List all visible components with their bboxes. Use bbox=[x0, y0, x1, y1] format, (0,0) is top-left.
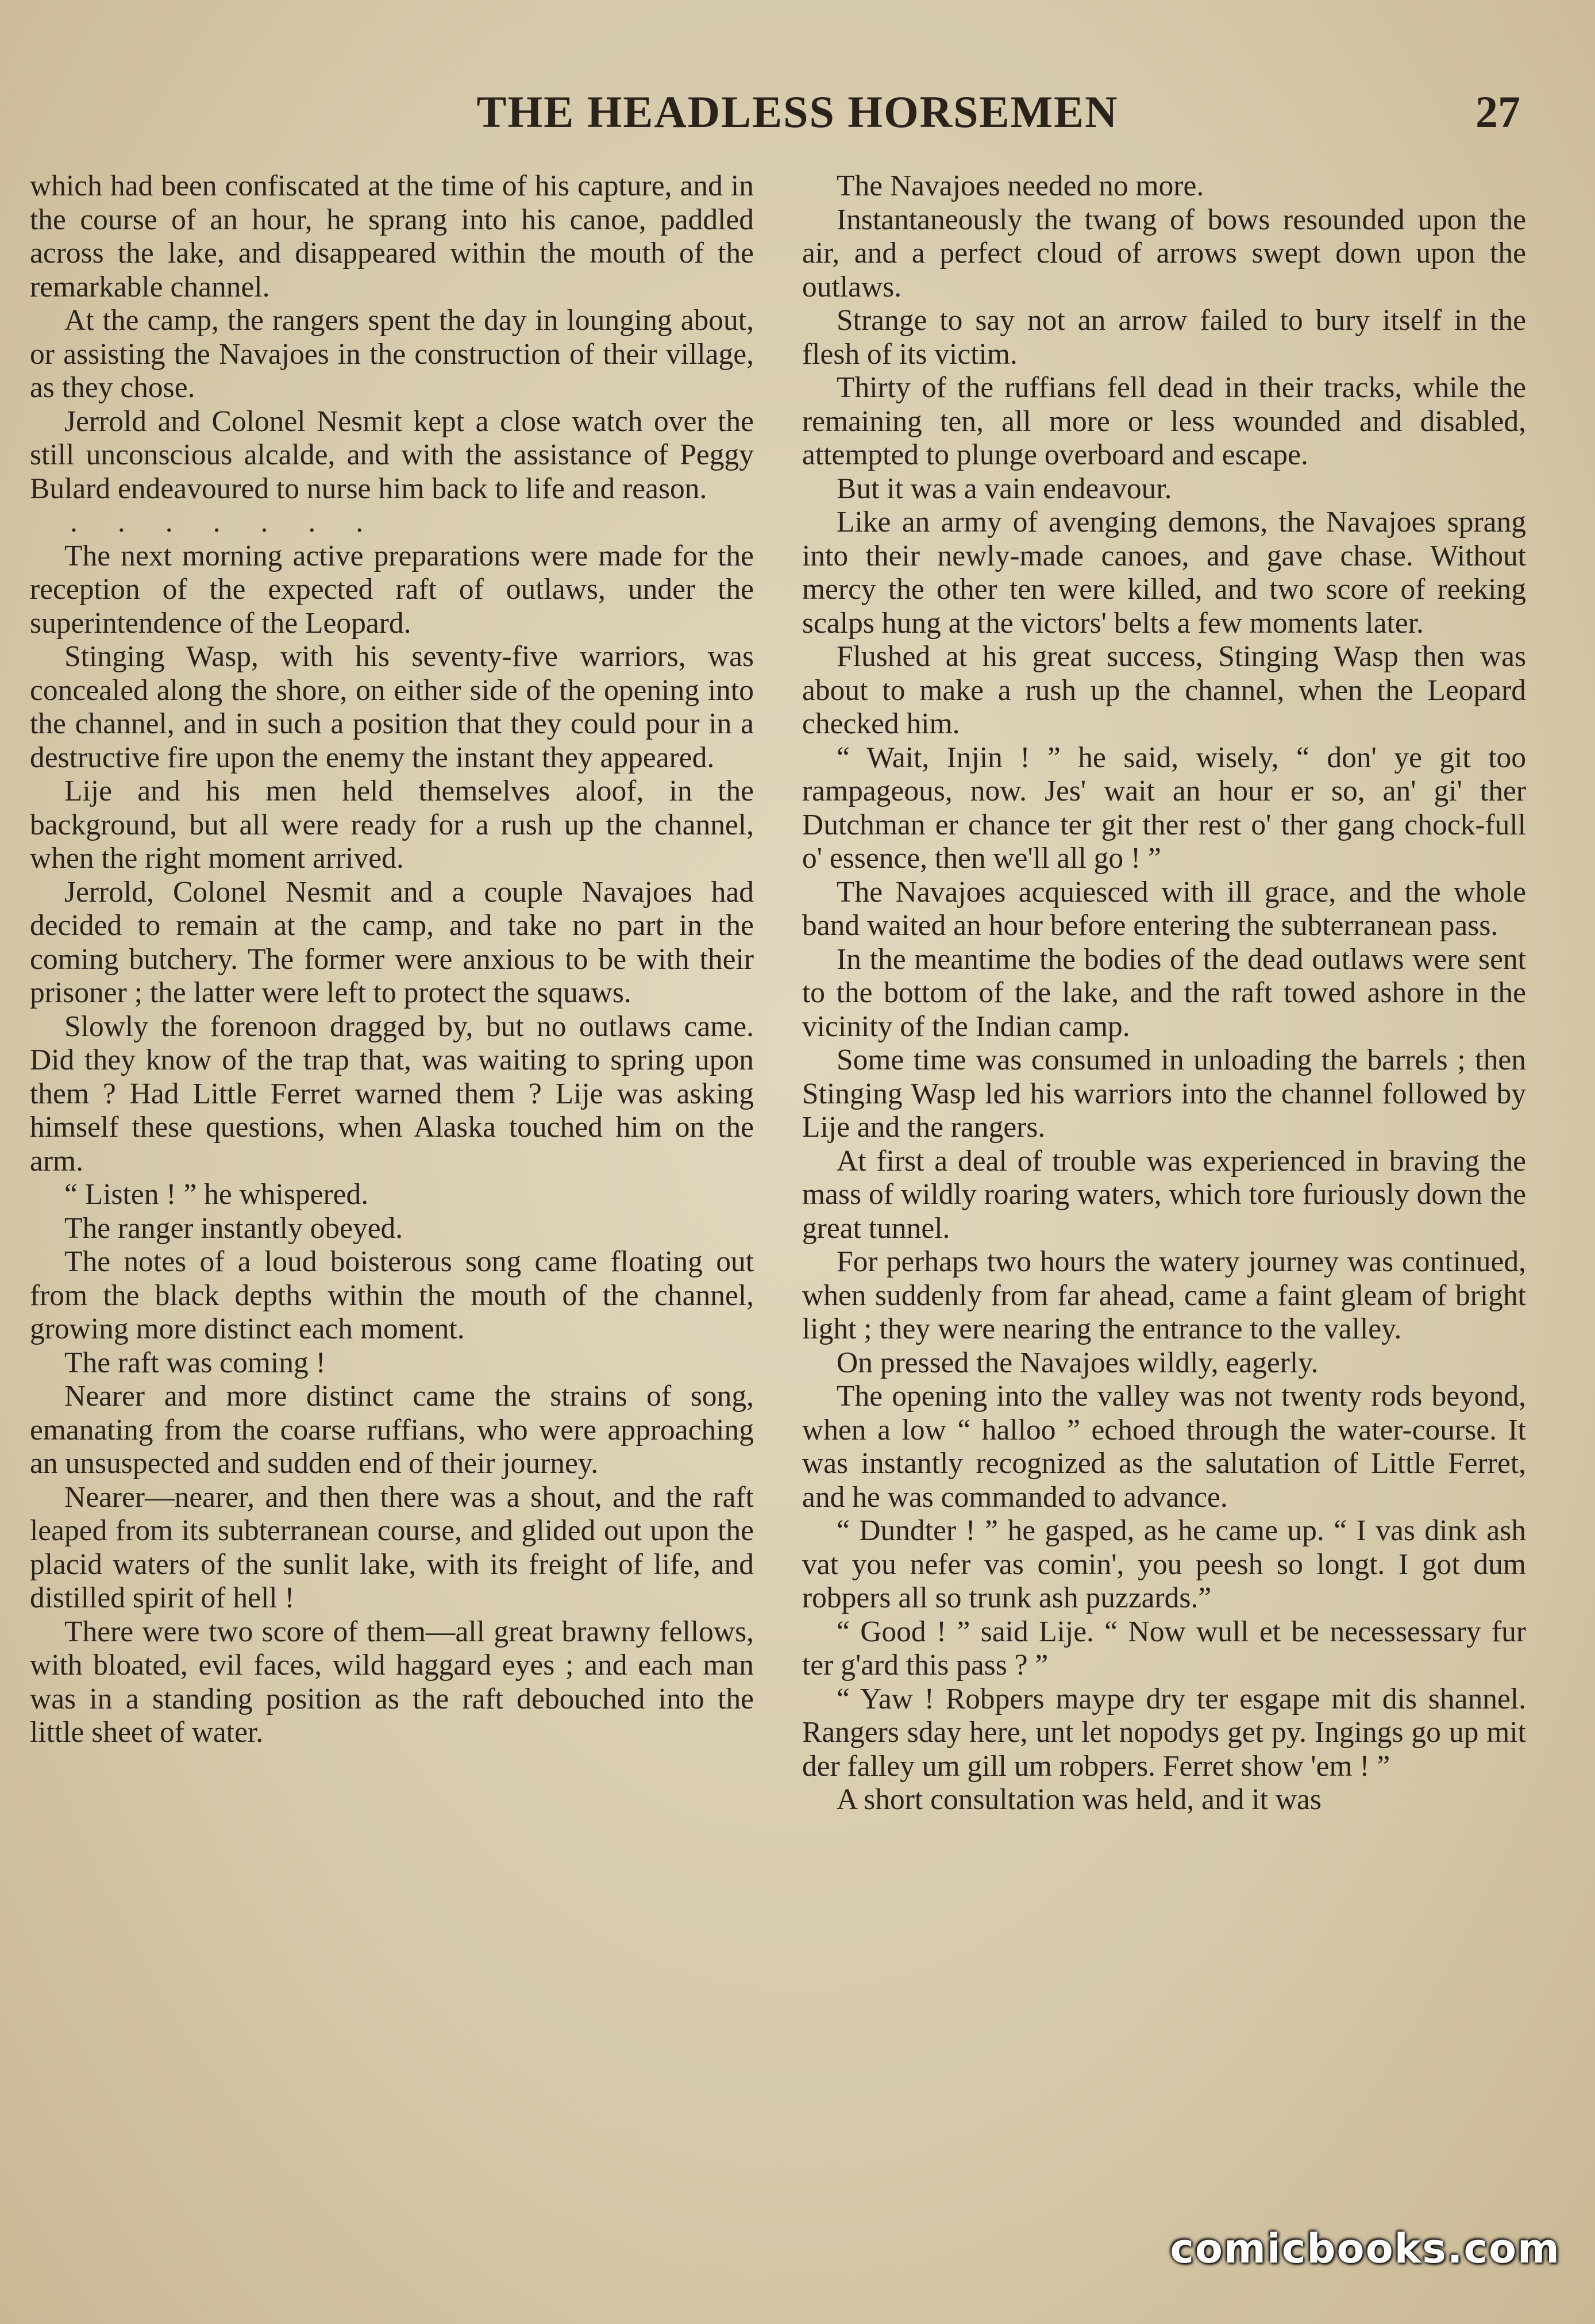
watermark: comicbooks.com bbox=[1170, 2225, 1561, 2272]
paragraph: On pressed the Navajoes wildly, eagerly. bbox=[837, 1346, 1319, 1379]
paragraph: Slowly the forenoon dragged by, but no outlaws came. Did they know of the trap that, was waiting to spring upon them ? Had Little Ferret warned them ? Lije was asking himself these questions, when Alaska touched him on the arm. bbox=[30, 1010, 754, 1178]
paragraph: At the camp, the rangers spent the day in lounging about, or assisting the Navajoes in the construction of their village, as they chose. bbox=[30, 304, 754, 404]
paragraph: Instantaneously the twang of bows resounded upon the air, and a perfect cloud of arrows swept down upon the outlaws. bbox=[802, 203, 1526, 303]
paragraph: Strange to say not an arrow failed to bury itself in the flesh of its victim. bbox=[802, 304, 1526, 371]
paragraph: The opening into the valley was not twenty rods beyond, when a low “ halloo ” echoed through the water-course. It was instantly recognized as the salutation of Little Ferret, and he was commanded to advance. bbox=[802, 1380, 1526, 1514]
paragraph: The Navajoes acquiesced with ill grace, and the whole band waited an hour before entering the subterranean pass. bbox=[802, 875, 1526, 942]
paragraph: Flushed at his great success, Stinging Wasp then was about to make a rush up the channel, when the Leopard checked him. bbox=[802, 640, 1526, 740]
paragraph: A short consultation was held, and it was bbox=[837, 1783, 1322, 1816]
paragraph: Stinging Wasp, with his seventy-five warriors, was concealed along the shore, on either side of the opening into the channel, and in such a position that they could pour in a destructive fire upon the enemy the instant they appeared. bbox=[30, 640, 754, 774]
paragraph: which had been confiscated at the time of his capture, and in the course of an hour, he sprang into his canoe, paddled across the lake, and disappeared within the mouth of the remarkable channel. bbox=[30, 170, 754, 303]
paragraph: Jerrold and Colonel Nesmit kept a close watch over the still unconscious alcalde, and with the assistance of Peggy Bulard endeavoured to nurse him back to life and reason. bbox=[30, 405, 754, 505]
paragraph: Nearer—nearer, and then there was a shout, and the raft leaped from its subterranean course, and glided out upon the placid waters of the sunlit lake, with its freight of life, and distilled spirit of hell ! bbox=[30, 1480, 754, 1614]
left-column bbox=[30, 170, 754, 1750]
right-column bbox=[802, 170, 1526, 1817]
chapter-title: THE HEADLESS HORSEMEN bbox=[476, 87, 1119, 137]
paragraph: The notes of a loud boisterous song came floating out from the black depths within the mouth of the channel, growing more distinct each moment. bbox=[30, 1245, 754, 1345]
paragraph: Some time was consumed in unloading the barrels ; then Stinging Wasp led his warriors into the channel followed by Lije and the rangers. bbox=[802, 1044, 1526, 1144]
running-header bbox=[0, 86, 1595, 149]
paragraph: The raft was coming ! bbox=[64, 1346, 326, 1379]
paragraph: “ Dundter ! ” he gasped, as he came up. “ I vas dink ash vat you nefer vas comin', you peesh so longt. I got dum robpers all so trunk ash puzzards.” bbox=[802, 1514, 1526, 1614]
paragraph: Lije and his men held themselves aloof, in the background, but all were ready for a rush up the channel, when the right moment arrived. bbox=[30, 775, 754, 875]
paragraph: “ Good ! ” said Lije. “ Now wull et be necessessary fur ter g'ard this pass ? ” bbox=[802, 1615, 1526, 1682]
paragraph: The Navajoes needed no more. bbox=[837, 170, 1204, 202]
paragraph: Jerrold, Colonel Nesmit and a couple Navajoes had decided to remain at the camp, and take no part in the coming butchery. The former were anxious to be with their prisoner ; the latter were left to protect the squaws. bbox=[30, 875, 754, 1009]
paragraph: For perhaps two hours the watery journey was continued, when suddenly from far ahead, came a faint gleam of bright light ; they were nearing the entrance to the valley. bbox=[802, 1245, 1526, 1345]
paragraph: At first a deal of trouble was experienced in braving the mass of wildly roaring waters, which tore furiously down the great tunnel. bbox=[802, 1144, 1526, 1245]
paragraph: The ranger instantly obeyed. bbox=[64, 1211, 403, 1245]
section-break: ....... bbox=[70, 506, 404, 538]
paragraph: The next morning active preparations were made for the reception of the expected raft of outlaws, under the superintendence of the Leopard. bbox=[30, 539, 754, 640]
paragraph: In the meantime the bodies of the dead outlaws were sent to the bottom of the lake, and the raft towed ashore in the vicinity of the Indian camp. bbox=[802, 942, 1526, 1043]
paragraph: “ Listen ! ” he whispered. bbox=[64, 1178, 369, 1211]
paragraph: Nearer and more distinct came the strains of song, emanating from the coarse ruffians, who were approaching an unsuspected and sudden end of their journey. bbox=[30, 1380, 754, 1480]
paragraph: Like an army of avenging demons, the Navajoes sprang into their newly-made canoes, and gave chase. Without mercy the other ten were killed, and two score of reeking scalps hung at the victors' belts a few moments later. bbox=[802, 506, 1526, 640]
paragraph: “ Yaw ! Robpers maype dry ter esgape mit dis shannel. Rangers sday here, unt let nopodys get py. Ingings go up mit der falley um gill um robpers. Ferret show 'em ! ” bbox=[802, 1682, 1526, 1783]
paragraph: But it was a vain endeavour. bbox=[837, 472, 1172, 505]
paragraph: “ Wait, Injin ! ” he said, wisely, “ don' ye git too rampageous, now. Jes' wait an hour er so, an' gi' ther Dutchman er chance ter git ther rest o' ther gang chock-full o' essence, then we'll all go ! ” bbox=[802, 741, 1526, 875]
paragraph: There were two score of them—all great brawny fellows, with bloated, evil faces, wild haggard eyes ; and each man was in a standing position as the raft debouched into the little sheet of water. bbox=[30, 1615, 754, 1749]
paragraph: Thirty of the ruffians fell dead in their tracks, while the remaining ten, all more or less wounded and disabled, attempted to plunge overboard and escape. bbox=[802, 371, 1526, 471]
page-number: 27 bbox=[1475, 87, 1520, 137]
